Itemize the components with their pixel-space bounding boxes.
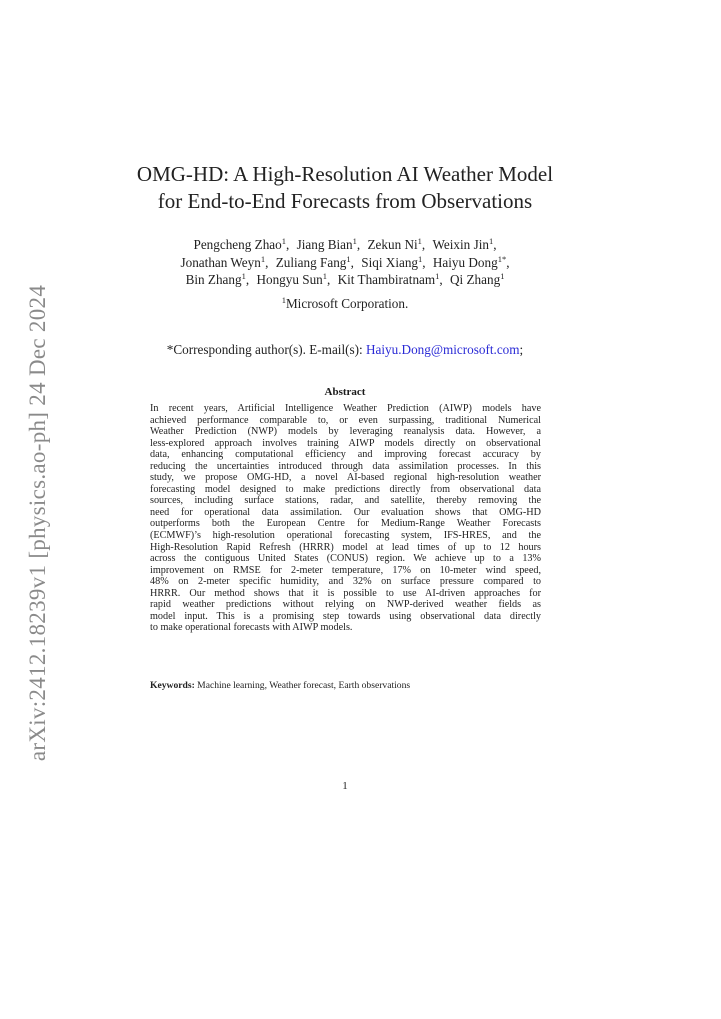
paper-title <box>100 161 590 215</box>
author-affiliation-mark: 1 <box>352 236 357 246</box>
author-separator: , <box>439 272 443 287</box>
author-affiliation-mark: 1 <box>260 253 266 264</box>
author-name: Zekun Ni <box>367 237 418 252</box>
keywords <box>150 680 541 691</box>
author-affiliation-mark: 1 <box>418 253 423 264</box>
abstract-line: sources, including surface stations, radar, and satellite, thereby removing the <box>150 495 541 507</box>
abstract-line: reducing the uncertainties introduced through data assimilation processes. In this <box>150 460 541 472</box>
author-affiliation-mark: 1 <box>346 253 351 264</box>
abstract-line: to make operational forecasts with AIWP models. <box>150 622 353 634</box>
author <box>256 272 330 287</box>
author-name: Pengcheng Zhao <box>193 237 282 252</box>
author-line-2 <box>100 254 590 272</box>
author <box>361 255 425 270</box>
author-name: Qi Zhang <box>450 272 501 287</box>
author-affiliation-mark: 1 <box>241 271 246 281</box>
author-separator: , <box>265 254 269 270</box>
paper-title-line-1: OMG-HD: A High-Resolution AI Weather Model <box>136 162 554 186</box>
author <box>297 237 361 252</box>
author-list <box>100 236 590 289</box>
author-separator: , <box>506 254 510 270</box>
author <box>367 237 425 252</box>
abstract-line: model input. This is a promising step towards using observational data directly <box>150 610 541 622</box>
abstract-line: Weather Prediction (NWP) models by leveraging reanalysis data. However, a <box>150 426 541 438</box>
abstract-line: across the contiguous United States (CONUS) region. We achieve up to a 13% <box>150 553 541 565</box>
author-affiliation-mark: 1 <box>417 236 422 246</box>
author <box>338 272 443 287</box>
author-affiliation-mark: 1 <box>500 271 505 281</box>
author-name: Jonathan Weyn <box>180 254 261 270</box>
author-separator: , <box>350 254 354 270</box>
affiliation-name: Microsoft Corporation. <box>285 296 409 311</box>
abstract-line: study, we propose OMG-HD, a novel AI-based regional high-resolution weather <box>150 472 541 484</box>
page-number: 1 <box>342 780 348 792</box>
abstract-line: HRRR. Our method shows that it is possible to use AI-driven approaches for <box>150 587 541 599</box>
corresponding-suffix: ; <box>519 342 524 357</box>
author-name: Zuliang Fang <box>275 254 347 270</box>
corresponding-email-link[interactable]: Haiyu.Dong@microsoft.com <box>366 342 520 357</box>
arxiv-identifier-stamp <box>18 285 58 760</box>
abstract-line: less-explored approach involves training AIWP models directly on observational <box>150 437 541 449</box>
author-affiliation-mark: 1 <box>322 271 328 281</box>
author-name: Haiyu Dong <box>432 254 498 270</box>
abstract-body <box>150 403 541 634</box>
author-name: Hongyu Sun <box>256 272 323 287</box>
abstract-line: outperforms both the European Centre for Medium-Range Weather Forecasts <box>150 518 541 530</box>
paper-title-line-2: for End-to-End Forecasts from Observations <box>157 189 533 213</box>
abstract-line: In recent years, Artificial Intelligence Weather Prediction (AIWP) models have <box>150 403 541 414</box>
author-separator: , <box>286 237 290 252</box>
abstract-line: rapid weather predictions without relying on NWP-derived weather fields as <box>150 599 541 611</box>
author-separator: , <box>245 272 250 287</box>
abstract-line: need for operational data assimilation. Our evaluation shows that OMG-HD <box>150 506 541 518</box>
abstract-line: 48% on 2-meter specific humidity, and 32% on surface pressure compared to <box>150 576 541 588</box>
author-name: Jiang Bian <box>296 237 353 252</box>
author-affiliation-mark: 1 <box>488 236 494 246</box>
author-separator: , <box>327 272 331 287</box>
author-name: Weixin Jin <box>432 237 489 252</box>
author <box>193 237 289 252</box>
author <box>180 255 268 270</box>
abstract-heading: Abstract <box>324 386 366 398</box>
affiliation-mark: 1 <box>281 295 286 305</box>
author <box>433 255 510 270</box>
abstract-line: forecasting model designed to make predictions directly from observational data <box>150 483 541 495</box>
corresponding-label: *Corresponding author(s). E-mail(s): <box>166 342 363 357</box>
author-name: Bin Zhang <box>185 272 242 287</box>
author <box>276 255 354 270</box>
author-name: Siqi Xiang <box>361 254 419 270</box>
author <box>450 272 504 287</box>
abstract-line: achieved performance comparable to, or even surpassing, traditional Numerical <box>150 414 541 426</box>
author-separator: , <box>421 237 426 252</box>
corresponding-author <box>100 342 590 358</box>
keywords-text: Machine learning, Weather forecast, Earth observations <box>197 680 411 691</box>
author-separator: , <box>493 237 497 252</box>
author <box>186 272 250 287</box>
author-separator: , <box>356 237 361 252</box>
abstract-line: High-Resolution Rapid Refresh (HRRR) model at lead times of up to 12 hours <box>150 541 541 553</box>
abstract-line: data, enhancing computational efficiency and improving forecast accuracy by <box>150 449 541 461</box>
author-name: Kit Thambiratnam <box>337 272 436 287</box>
author-affiliation-mark: 1 <box>435 271 440 281</box>
arxiv-identifier-text: arXiv:2412.18239v1 [physics.ao-ph] 24 Dec 2024 <box>25 284 50 761</box>
author-line-1 <box>100 236 590 254</box>
abstract-line: improvement on RMSE for 2-meter temperature, 17% on 10-meter wind speed, <box>150 564 541 576</box>
author-affiliation-mark: 1 <box>281 236 286 246</box>
author-separator: , <box>422 254 426 270</box>
abstract-line: (ECMWF)’s high-resolution operational forecasting system, IFS-HRES, and the <box>150 530 541 542</box>
author-affiliation-mark: 1* <box>497 253 507 264</box>
keywords-label: Keywords: <box>150 680 195 691</box>
author <box>433 237 497 252</box>
affiliation <box>100 296 590 312</box>
author-line-3 <box>100 271 590 289</box>
